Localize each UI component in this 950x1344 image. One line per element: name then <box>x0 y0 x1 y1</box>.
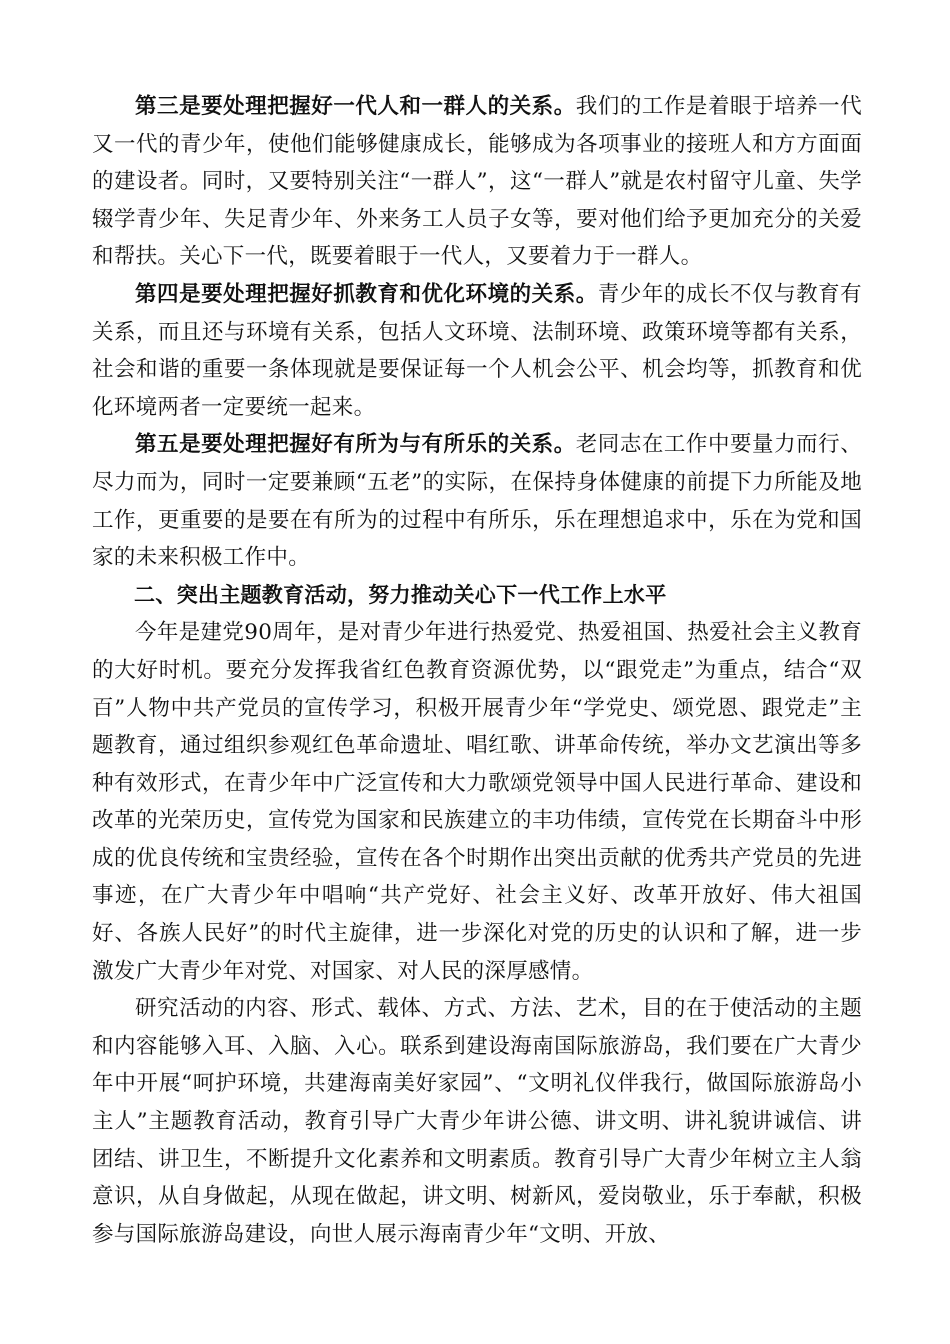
paragraph-party-anniversary: 今年是建党90周年，是对青少年进行热爱党、热爱祖国、热爱社会主义教育的大好时机。要充分发挥我省红色教育资源优势，以“跟党走”为重点，结合“双百”人物中共产党员的宣传学习，积极开展青少年“学党史、颂党恩、跟党走”主题教育，通过组织参观红色革命遗址、唱红歌、讲革命传统，举办文艺演出等多种有效形式，在青少年中广泛宣传和大力歌颂党领导中国人民进行革命、建设和改革的光荣历史，宣传党为国家和民族建立的丰功伟绩，宣传党在长期奋斗中形成的优良传统和宝贵经验，宣传在各个时期作出突出贡献的优秀共产党员的先进事迹，在广大青少年中唱响“共产党好、社会主义好、改革开放好、伟大祖国好、各族人民好”的时代主旋律，进一步深化对党的历史的认识和了解，进一步激发广大青少年对党、对国家、对人民的深厚感情。 <box>92 620 862 984</box>
section-heading: 二、突出主题教育活动，努力推动关心下一代工作上水平 <box>134 582 667 607</box>
paragraph-text: 我们的工作是着眼于培养一代又一代的青少年，使他们能够健康成长，能够成为各项事业的接班人和方方面面的建设者。同时，又要特别关注“一群人”，这“一群人”就是农村留守儿童、失学辍学青少年、失足青少年、外来务工人员子女等，要对他们给予更加充分的关爱和帮扶。关心下一代，既要着眼于一代人，又要着力于一群人。 <box>92 94 862 270</box>
paragraph-lead: 第五是要处理把握好有所为与有所乐的关系。 <box>135 432 576 458</box>
paragraph-text: 青少年的成长不仅与教育有关系，而且还与环境有关系，包括人文环境、法制环境、政策环境等都有关系，社会和谐的重要一条体现就是要保证每一个人机会公平、机会均等，抓教育和优化环境两者一定要统一起来。 <box>92 281 862 420</box>
paragraph-activity-research: 研究活动的内容、形式、载体、方式、方法、艺术，目的在于使活动的主题和内容能够入耳、入脑、入心。联系到建设海南国际旅游岛，我们要在广大青少年中开展“呵护环境，共建海南美好家园”、“文明礼仪伴我行，做国际旅游岛小主人”主题教育活动，教育引导广大青少年讲公德、讲文明、讲礼貌讲诚信、讲团结、讲卫生，不断提升文化素养和文明素质。教育引导广大青少年树立主人翁意识，从自身做起，从现在做起，讲文明、树新风，爱岗敬业，乐于奉献，积极参与国际旅游岛建设，向世人展示海南青少年“文明、开放、 <box>92 996 862 1247</box>
document-page <box>92 88 862 1253</box>
paragraph-text: 老同志在工作中要量力而行、尽力而为，同时一定要兼顾“五老”的实际，在保持身体健康的前提下力所能及地工作，更重要的是要在有所为的过程中有所乐，乐在理想追求中，乐在为党和国家的未来积极工作中。 <box>92 432 862 571</box>
paragraph-lead: 第四是要处理把握好抓教育和优化环境的关系。 <box>135 281 598 307</box>
paragraph-fourth-relation <box>92 276 862 426</box>
paragraph-lead: 第三是要处理把握好一代人和一群人的关系。 <box>135 94 576 119</box>
paragraph-fifth-relation <box>92 426 862 576</box>
paragraph-third-relation <box>92 88 862 276</box>
